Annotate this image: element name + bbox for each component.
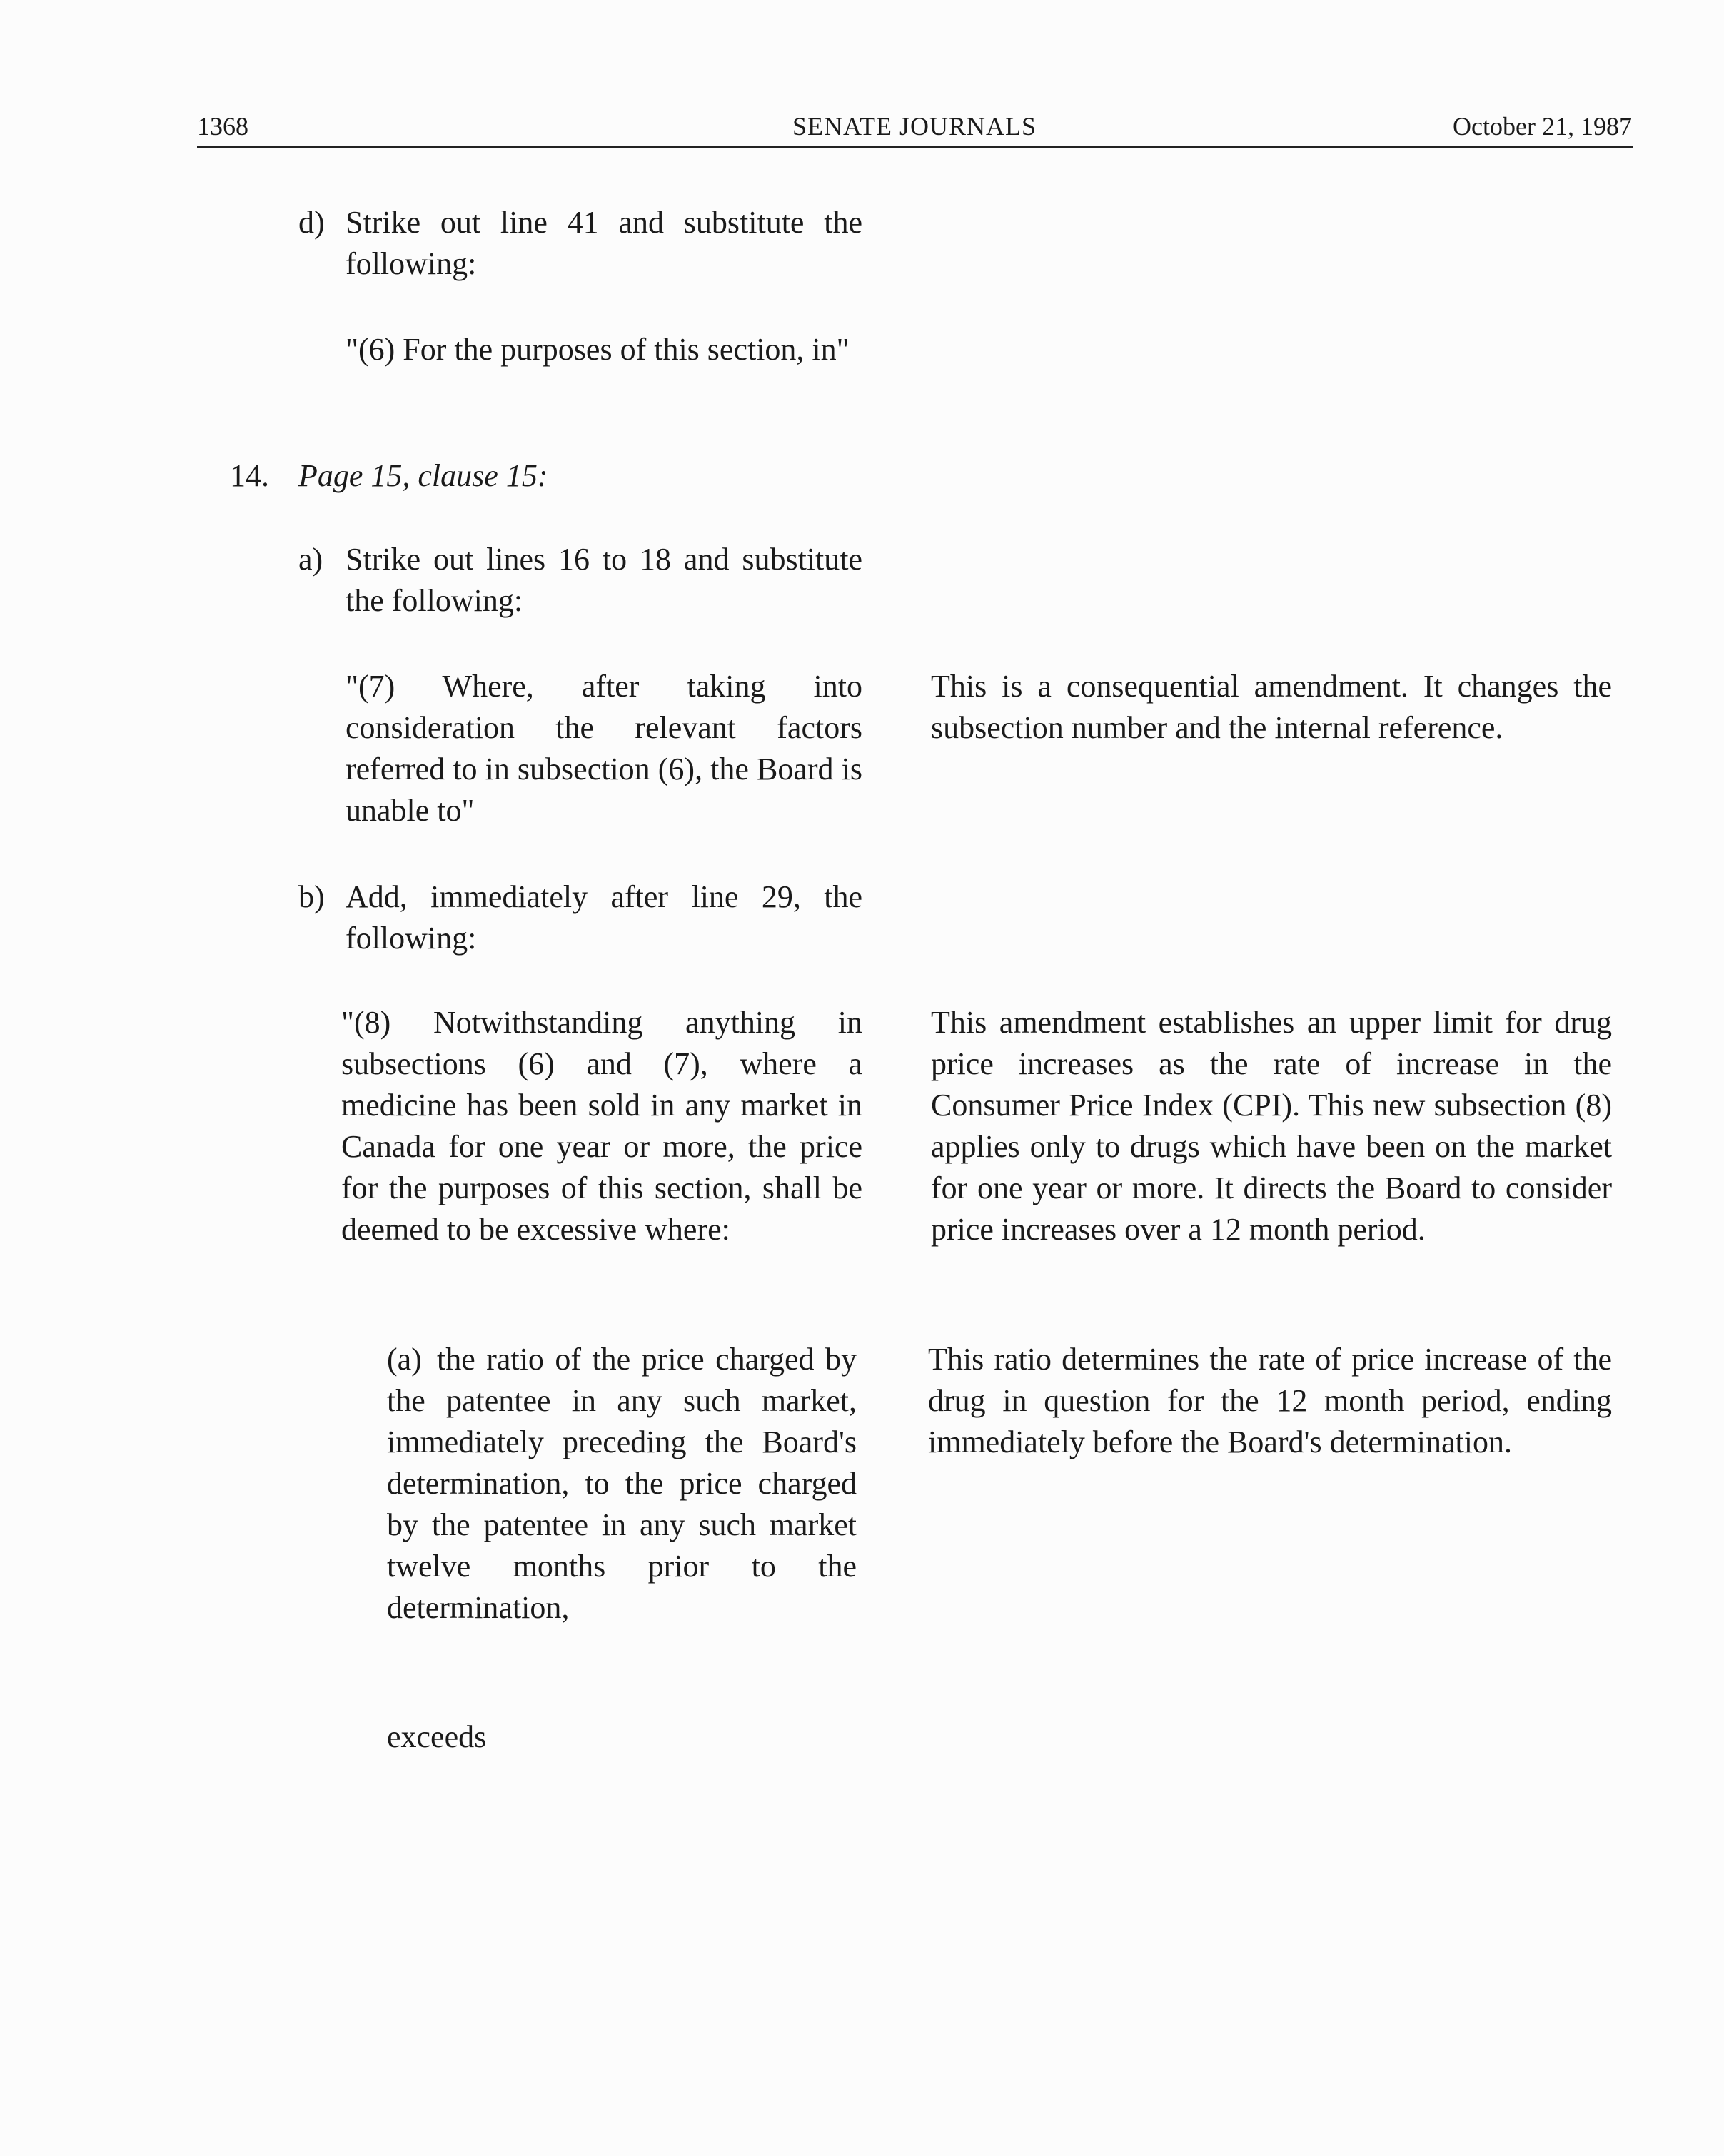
item-d-text: Strike out line 41 and substitute the following: (346, 205, 862, 281)
exceeds-text: exceeds (387, 1719, 487, 1754)
item-14-heading: Page 15, clause 15: (298, 458, 548, 493)
item-b-label: b) (298, 879, 325, 914)
page-number: 1368 (197, 112, 248, 141)
item-a-text: Strike out lines 16 to 18 and substitute the following: (346, 542, 862, 618)
note-cpi-limit: This amendment establishes an upper limit for drug price increases as the rate of increase in the Consumer Price Index (CPI). This new subsection (8) applies only to drugs which have been on the market for one year or more. It directs the Board to consider price increases over a 12 month period. (931, 1005, 1612, 1247)
sub-a-label: (a) (387, 1342, 422, 1377)
note-consequential: This is a consequential amendment. It changes the subsection number and the internal reference. (931, 669, 1612, 745)
journal-date: October 21, 1987 (1453, 112, 1632, 141)
item-b-quote: "(8) Notwithstanding anything in subsections (6) and (7), where a medicine has been sold in any market in Canada for one year or more, the price for the purposes of this section, shall be deemed to be excessive where: (341, 1005, 862, 1247)
item-a-label: a) (298, 542, 323, 577)
header-rule (197, 146, 1633, 148)
item-d-quote: "(6) For the purposes of this section, in" (346, 332, 850, 367)
page-header (197, 107, 1632, 146)
item-d-label: d) (298, 205, 325, 240)
item-14-number: 14. (230, 458, 269, 493)
item-a-quote: "(7) Where, after taking into consideration the relevant factors referred to in subsection (6), the Board is unable to" (346, 669, 862, 828)
sub-a-text: the ratio of the price charged by the patentee in any such market, immediately preceding the Board's determination, to the price charged by the patentee in any such market twelve months prior to the determination, (387, 1342, 857, 1625)
item-b-text: Add, immediately after line 29, the following: (346, 879, 862, 956)
note-ratio: This ratio determines the rate of price increase of the drug in question for the 12 month period, ending immediately before the Board's determination. (928, 1342, 1612, 1459)
journal-title: SENATE JOURNALS (792, 112, 1037, 141)
